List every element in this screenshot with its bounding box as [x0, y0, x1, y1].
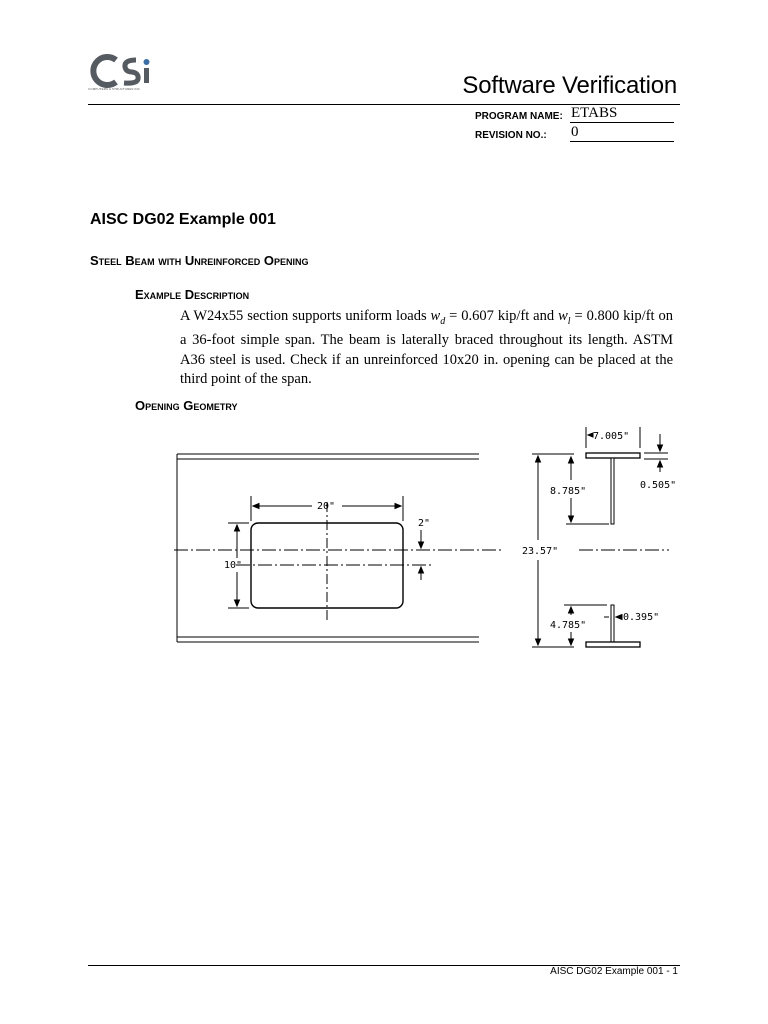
section-title: Steel Beam with Unreinforced Opening — [90, 253, 309, 268]
dim-opening-length: 20" — [317, 501, 336, 512]
dim-eccentricity: 2" — [418, 518, 431, 529]
example-description-heading: Example Description — [135, 287, 250, 302]
dim-top-tee-depth: 8.785" — [550, 486, 587, 497]
example-description-text: A W24x55 section supports uniform loads $w_d = 0.607$ kip/ft and $w_l = 0.800$ kip/ft on a 36-foot simple span. The beam is laterally braced throughout its length. ASTM A36 steel is used. Check if an unreinforced 10x20 in. opening can be placed at the third point of the span. — [180, 308, 673, 388]
revision-label: REVISION NO.: — [475, 130, 547, 141]
logo-tagline: COMPUTERS & STRUCTURES INC. — [88, 87, 141, 91]
document-heading: AISC DG02 Example 001 — [90, 211, 276, 228]
dim-total-depth: 23.57" — [522, 546, 559, 557]
dim-flange-thickness: 0.505" — [640, 480, 677, 491]
program-name-label: PROGRAM NAME: — [475, 111, 563, 122]
dim-web-thickness: 0.395" — [623, 612, 660, 623]
footer-page-label: AISC DG02 Example 001 - 1 — [550, 966, 678, 977]
revision-value: 0 — [570, 124, 674, 142]
dim-top-tee-flange: 7.005" — [593, 431, 630, 442]
beam-elevation — [174, 454, 504, 642]
dim-bottom-tee-depth: 4.785" — [550, 620, 587, 631]
dim-opening-height: 10" — [224, 560, 243, 571]
program-name-value: ETABS — [570, 105, 674, 123]
opening-geometry-heading: Opening Geometry — [135, 398, 238, 413]
opening-geometry-figure — [174, 422, 680, 648]
page-title: Software Verification — [462, 72, 677, 99]
